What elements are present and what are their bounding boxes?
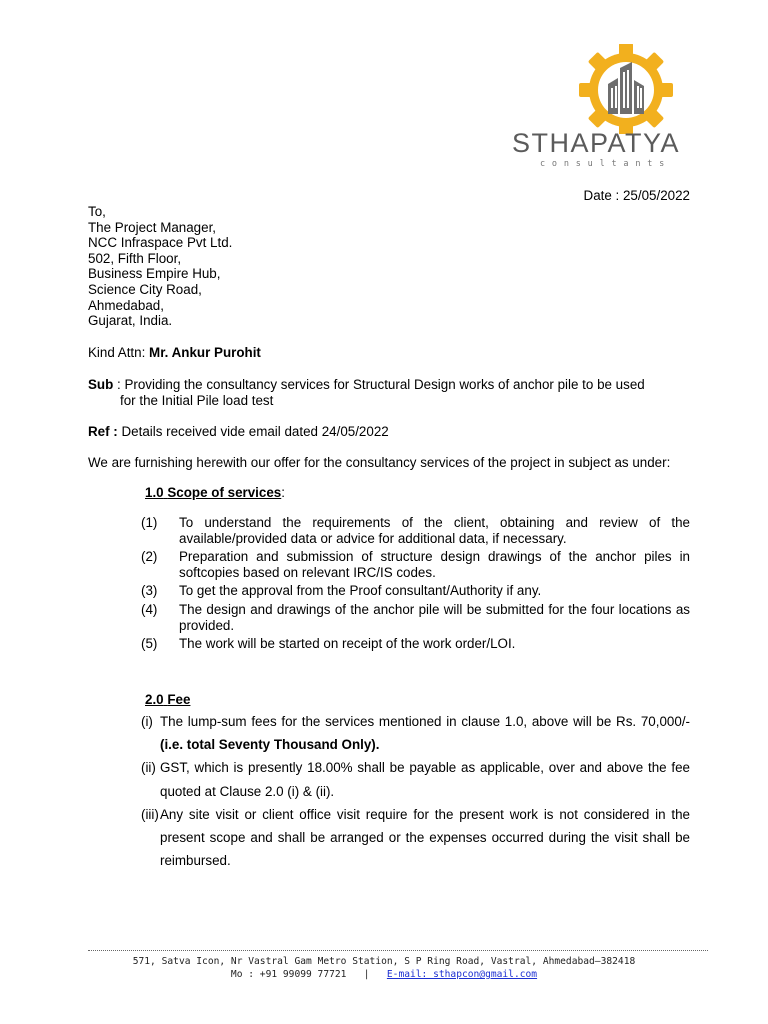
list-item bbox=[141, 583, 690, 599]
item-text: Any site visit or client office visit require for the present work is not considered in the present scope and shall be arranged or the expenses occurred during the visit shall be reimbursed. bbox=[160, 806, 690, 869]
list-item bbox=[141, 515, 690, 546]
item-number: (i) bbox=[141, 714, 153, 729]
intro-paragraph: We are furnishing herewith our offer for the consultancy services of the project in subject as under: bbox=[88, 455, 671, 470]
subject-line bbox=[88, 377, 690, 408]
footer-divider bbox=[88, 950, 708, 951]
item-text: The work will be started on receipt of the work order/LOI. bbox=[179, 636, 516, 652]
list-item bbox=[141, 636, 690, 652]
address-line: NCC Infraspace Pvt Ltd. bbox=[88, 235, 233, 251]
item-number: (3) bbox=[141, 583, 158, 599]
item-number: (iii) bbox=[141, 806, 159, 822]
section-fee-heading bbox=[145, 692, 190, 707]
list-item bbox=[141, 756, 690, 802]
item-text: To get the approval from the Proof consultant/Authority if any. bbox=[179, 583, 542, 599]
fee-list bbox=[141, 710, 690, 872]
list-item bbox=[141, 710, 690, 756]
section-scope-heading bbox=[145, 485, 285, 500]
list-item bbox=[141, 549, 690, 580]
address-line: Science City Road, bbox=[88, 281, 202, 297]
subject-text-continued: for the Initial Pile load test bbox=[120, 392, 274, 408]
list-item bbox=[141, 602, 690, 633]
section-number: 2.0 bbox=[145, 692, 164, 707]
footer-email-link[interactable]: E-mail: sthapcon@gmail.com bbox=[386, 969, 538, 980]
address-line: 502, Fifth Floor, bbox=[88, 250, 182, 266]
subject-text: : Providing the consultancy services for Structural Design works of anchor pile to be used bbox=[113, 377, 645, 392]
recipient-address bbox=[88, 204, 690, 329]
section-title: Scope of services bbox=[167, 485, 282, 500]
address-line: The Project Manager, bbox=[88, 219, 217, 235]
item-number: (1) bbox=[141, 515, 158, 530]
address-line: To, bbox=[88, 204, 106, 219]
subject-label: Sub bbox=[88, 377, 114, 392]
address-line: Gujarat, India. bbox=[88, 313, 173, 329]
item-text: GST, which is presently 18.00% shall be payable as applicable, over and above the fee quoted at Clause 2.0 (i) & (ii). bbox=[160, 760, 690, 799]
reference-label: Ref : bbox=[88, 424, 122, 439]
letter-date: Date : 25/05/2022 bbox=[583, 188, 690, 203]
item-text: To understand the requirements of the client, obtaining and review of the available/provided data or advice for additional data, if necessary. bbox=[179, 515, 690, 546]
heading-colon: : bbox=[281, 485, 285, 500]
scope-list bbox=[141, 515, 690, 655]
footer-phone: Mo : +91 99099 77721 bbox=[230, 969, 347, 980]
address-line: Ahmedabad, bbox=[88, 297, 164, 313]
gear-building-logo-icon bbox=[512, 44, 734, 134]
item-number: (4) bbox=[141, 601, 158, 617]
logo-tagline: consultants bbox=[540, 159, 672, 169]
footer-contact bbox=[0, 969, 768, 980]
reference-line bbox=[88, 424, 690, 439]
footer-separator: | bbox=[363, 969, 370, 980]
item-number: (2) bbox=[141, 549, 158, 565]
item-number: (ii) bbox=[141, 760, 156, 776]
company-logo bbox=[512, 44, 734, 174]
item-text: The lump-sum fees for the services mentioned in clause 1.0, above will be Rs. 70,000/- bbox=[160, 714, 690, 729]
kind-attention bbox=[88, 345, 690, 360]
attn-name: Mr. Ankur Purohit bbox=[149, 345, 261, 360]
list-item bbox=[141, 803, 690, 873]
reference-text: Details received vide email dated 24/05/2022 bbox=[121, 424, 389, 439]
address-line: Business Empire Hub, bbox=[88, 266, 221, 282]
logo-brand-name: STHAPATYA bbox=[512, 128, 681, 158]
item-bold-text: (i.e. total Seventy Thousand Only). bbox=[160, 737, 380, 753]
attn-label: Kind Attn: bbox=[88, 345, 150, 360]
section-title: Fee bbox=[167, 692, 191, 707]
item-text: Preparation and submission of structure design drawings of the anchor piles in softcopies based on relevant IRC/IS codes. bbox=[179, 549, 690, 580]
item-number: (5) bbox=[141, 636, 158, 652]
item-text: The design and drawings of the anchor pile will be submitted for the four locations as provided. bbox=[179, 601, 690, 633]
section-number: 1.0 bbox=[145, 485, 164, 500]
footer-address: 571, Satva Icon, Nr Vastral Gam Metro Station, S P Ring Road, Vastral, Ahmedabad–382418 bbox=[132, 956, 636, 967]
